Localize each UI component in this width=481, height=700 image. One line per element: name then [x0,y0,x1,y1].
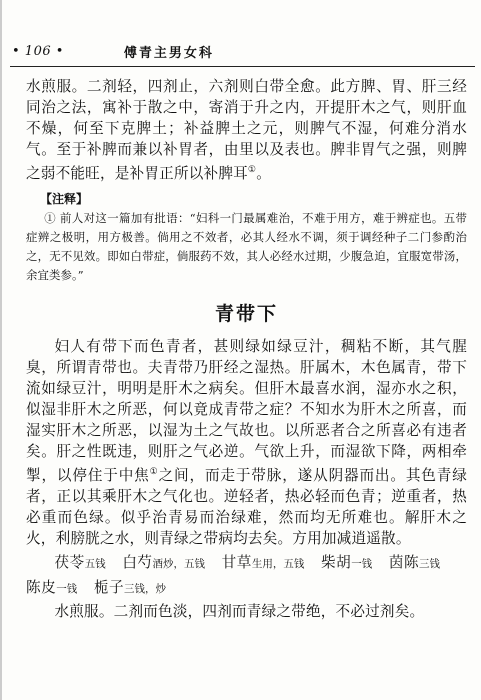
closing-paragraph: 水煎服。二剂而色淡，四剂而青绿之带绝，不必过剂矣。 [54,602,425,620]
page-number: • 106 • [12,43,64,59]
formula-dose: 三钱，炒 [124,582,167,595]
paragraph-end: 之间，而走于带脉，遂从阴器而出。其色青绿者，正以其乘肝木之气化也。逆轻者，热必轻而色青；逆重者，热必重而色绿。似乎治青易而治绿难，然而均无所难也。解肝木之火，利膀胱之水，则青绿之带病均去矣。方用加减逍遥散。 [26,466,467,547]
note-text: ① 前人对这一篇加有批语：“妇科一门最属难治，不难于用方，难于辨症也。五带症辨之极明，用方极善。倘用之不效者，必其人经水不调，须于调经种子二门参酌治之，无不见效。即如白带症，倘服药不效，其人必经水过期，少腹急迫，宜服宽带汤，余宜类参。” [26,210,467,282]
formula-herb: 茯苓 [54,553,85,571]
formula-dose: 生用，五钱 [251,557,305,570]
paragraph-text: 妇人有带下而色青者，甚则绿如绿豆汁，稠粘不断，其气腥臭，所谓青带也。夫青带乃肝经之湿热。肝属木，木色属青，带下流如绿豆汁，明明是肝木之病矣。但肝木最喜水润，湿亦水之积，似湿非肝木之所恶，何以竟成青带之症？不知水为肝木之所喜，而湿实肝木之所恶，以湿为土之气故也。以所恶者合之所喜必有违者矣。肝之性既违，则肝之气必逆。气欲上升，而湿欲下降，两相牵掣，以停住于中焦 [26,337,467,484]
formula-dose: 五钱 [84,557,106,570]
formula-dose: 三钱 [419,557,441,570]
formula-herb: 茵陈 [388,553,420,571]
continued-paragraph [26,76,467,184]
paragraph-end: 。 [256,164,271,182]
header-rule [10,66,475,67]
page-body [26,76,467,622]
gutter-shadow [0,0,2,700]
running-title: 傅青主男女科 [123,45,214,61]
formula-dose: 酒炒，五钱 [152,557,206,570]
section-paragraph [26,336,467,549]
formula-herb: 白芍 [122,553,153,571]
formula-dose: 一钱 [56,582,78,595]
section-title: 青带下 [214,302,278,325]
formula-list [26,551,467,601]
formula-herb: 柴胡 [321,553,352,571]
page-header [12,40,469,62]
formula-herb: 甘草 [221,553,252,571]
formula-herb: 陈皮 [26,578,57,596]
footnote-marker: ① [149,466,159,477]
formula-dose: 一钱 [351,557,373,570]
paragraph-text: 水煎服。二剂轻，四剂止，六剂则白带全愈。此方脾、胃、肝三经同治之法，寓补于散之中，寄消于升之内，开提肝木之气，则肝血不燥，何至下克脾土；补益脾土之元，则脾气不湿，何难分消水气。至于补脾而兼以补胃者，由里以及表也。脾非胃气之强，则脾之弱不能旺，是补胃正所以补脾耳 [26,78,467,182]
footnote-marker: ① [247,165,257,175]
note-heading: 【注释】 [40,191,89,206]
formula-herb: 栀子 [93,578,125,596]
